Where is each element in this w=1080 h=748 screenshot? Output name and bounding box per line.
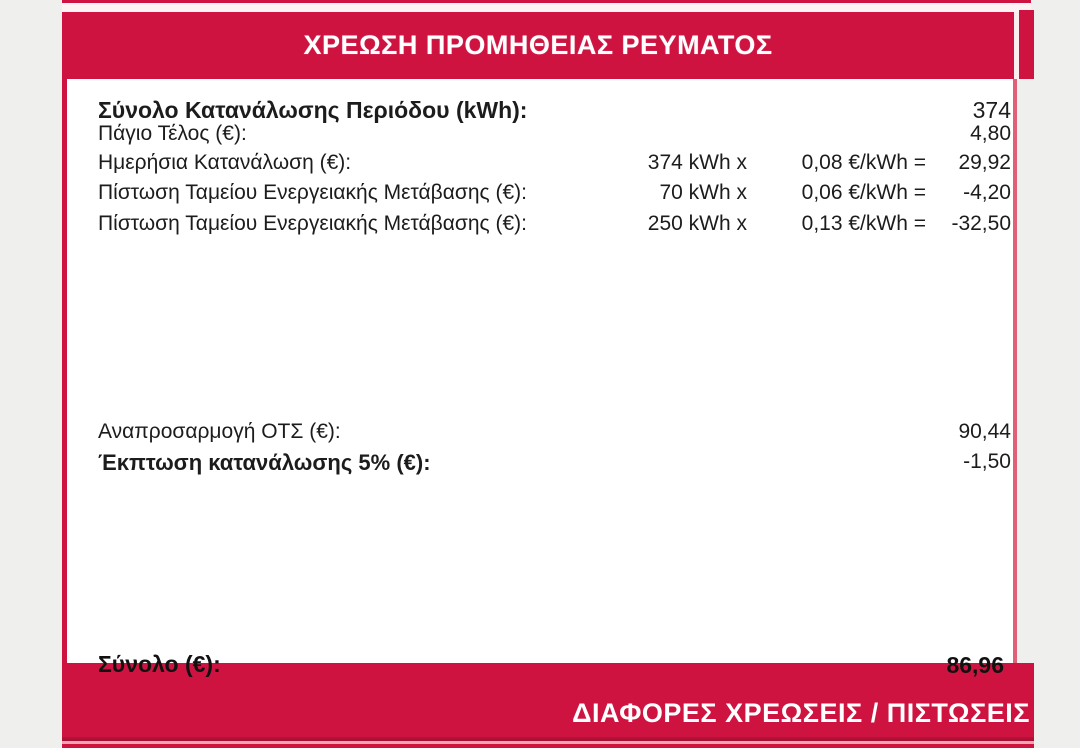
row-energy-transition-credit-2 <box>98 212 1034 238</box>
row-unit-rate: 0,13 €/kWh = <box>801 212 926 235</box>
row-amount: 374 <box>972 97 1011 123</box>
row-quantity: 250 kWh x <box>647 212 747 235</box>
row-amount: -1,50 <box>963 450 1011 473</box>
supply-charges-panel <box>62 0 1034 748</box>
row-label: Πάγιο Τέλος (€): <box>98 122 247 145</box>
total-amount: 86,96 <box>946 652 1004 678</box>
row-amount: -32,50 <box>951 212 1011 235</box>
row-quantity: 70 kWh x <box>659 181 747 204</box>
row-label: Πίστωση Ταμείου Ενεργειακής Μετάβασης (€): <box>98 181 527 204</box>
row-amount: 90,44 <box>958 420 1011 443</box>
row-unit-rate: 0,06 €/kWh = <box>801 181 926 204</box>
row-standing-charge <box>98 122 1034 148</box>
adjacent-panel-edge <box>1019 10 1034 79</box>
total-label: Σύνολο (€): <box>98 651 221 677</box>
panel-top-gap <box>62 3 1031 12</box>
row-unit-rate: 0,08 €/kWh = <box>801 151 926 174</box>
row-amount: 29,92 <box>958 151 1011 174</box>
row-consumption-total <box>98 97 1034 123</box>
row-label: Σύνολο Κατανάλωσης Περιόδου (kWh): <box>98 97 528 123</box>
row-grand-total <box>98 651 1034 679</box>
row-consumption-discount <box>98 450 1034 476</box>
next-panel-edge <box>62 744 1034 748</box>
row-label: Αναπροσαρμογή ΟΤΣ (€): <box>98 420 341 443</box>
row-label: Έκπτωση κατανάλωσης 5% (€): <box>98 450 431 475</box>
row-amount: -4,20 <box>963 181 1011 204</box>
row-amount: 4,80 <box>970 122 1011 145</box>
row-ots-adjustment <box>98 420 1034 446</box>
row-quantity: 374 kWh x <box>647 151 747 174</box>
row-daily-consumption <box>98 151 1034 177</box>
next-section-title: ΔΙΑΦΟΡΕΣ ΧΡΕΩΣΕΙΣ / ΠΙΣΤΩΣΕΙΣ <box>572 698 1030 728</box>
section-header-bar <box>62 12 1014 79</box>
row-label: Πίστωση Ταμείου Ενεργειακής Μετάβασης (€): <box>98 212 527 235</box>
row-label: Ημερήσια Κατανάλωση (€): <box>98 151 352 174</box>
section-title: ΧΡΕΩΣΗ ΠΡΟΜΗΘΕΙΑΣ ΡΕΥΜΑΤΟΣ <box>303 30 773 60</box>
row-energy-transition-credit-1 <box>98 181 1034 207</box>
